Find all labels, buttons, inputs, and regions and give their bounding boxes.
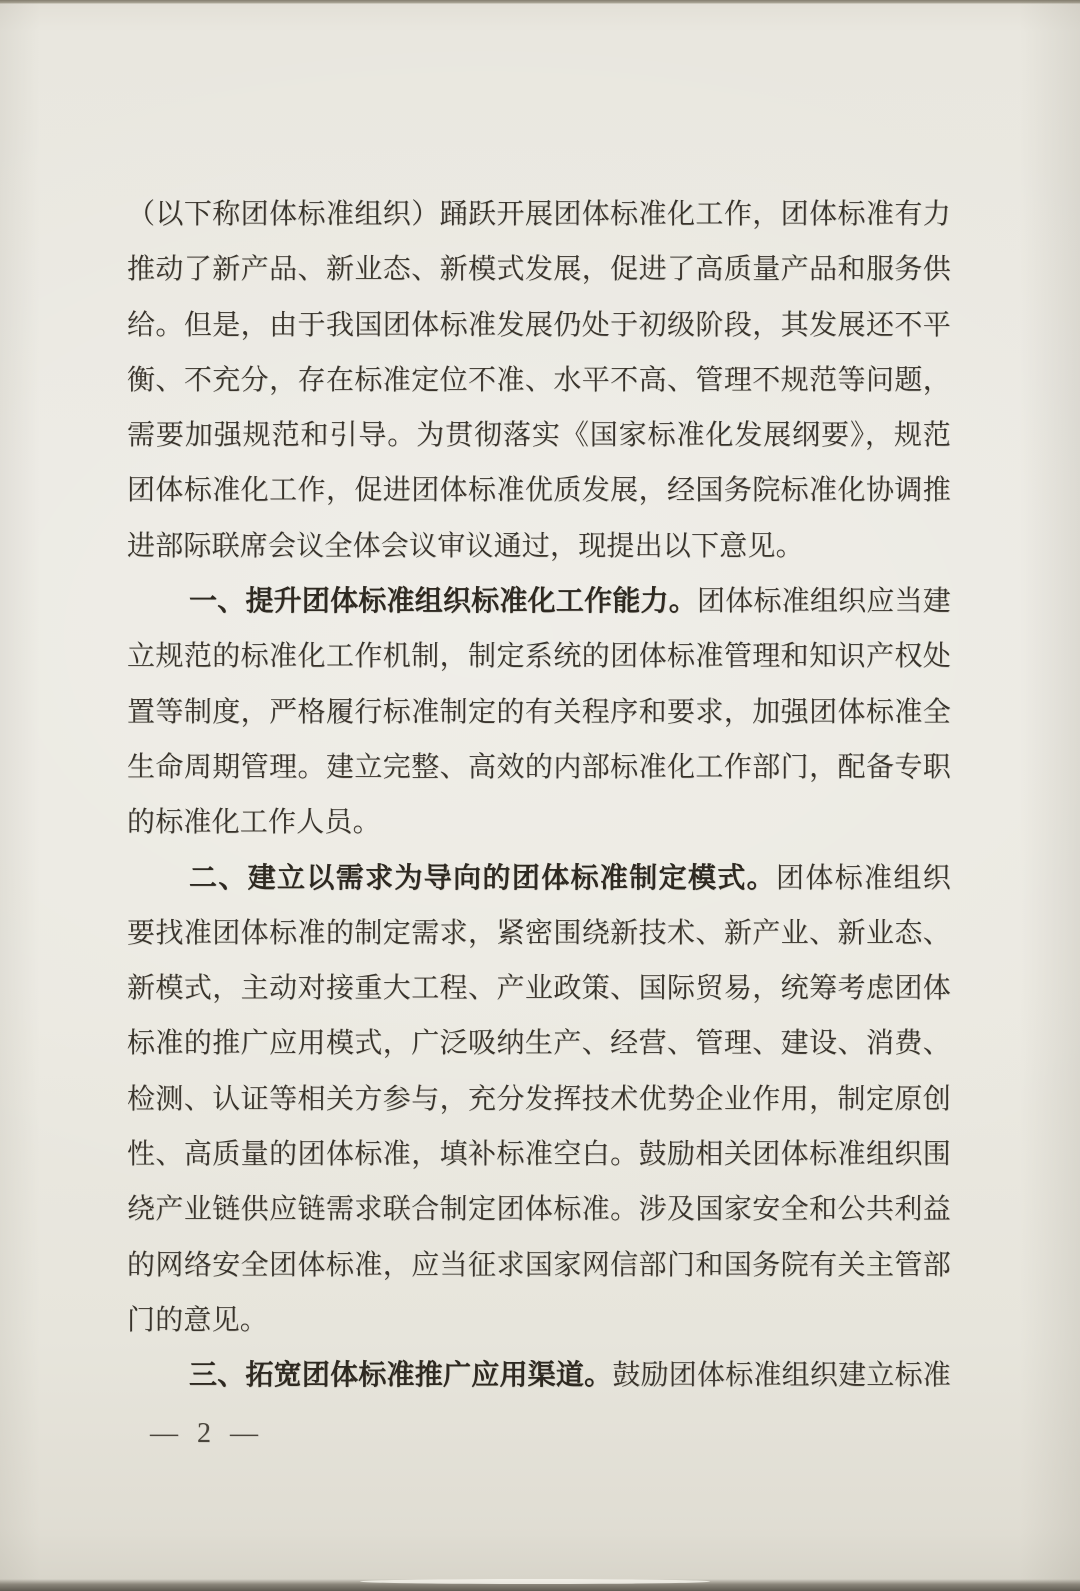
text-run: 的标准化工作人员。 (127, 807, 381, 839)
text-run: 立规范的标准化工作机制，制定系统的团体标准管理和知识产权处 (127, 641, 951, 673)
text-run: 进部际联席会议全体会议审议通过，现提出以下意见。 (127, 530, 804, 562)
text-run: 生命周期管理。建立完整、高效的内部标准化工作部门，配备专职 (127, 751, 951, 783)
text-run: 绕产业链供应链需求联合制定团体标准。涉及国家安全和公共利益 (127, 1194, 951, 1226)
document-body (127, 187, 951, 1404)
text-line (127, 1293, 951, 1348)
text-line (127, 795, 951, 850)
text-line (127, 519, 951, 574)
text-run: 检测、认证等相关方参与，充分发挥技术优势企业作用，制定原创 (127, 1083, 951, 1115)
text-run: （以下称团体标准组织）踊跃开展团体标准化工作，团体标准有力 (127, 199, 951, 230)
text-line (127, 353, 951, 408)
section-heading: 三、拓宽团体标准推广应用渠道。 (189, 1360, 613, 1392)
text-run: 衡、不充分，存在标准定位不准、水平不高、管理不规范等问题， (127, 364, 951, 396)
text-line (127, 187, 951, 242)
text-run: 的网络安全团体标准，应当征求国家网信部门和国务院有关主管部 (127, 1249, 951, 1281)
text-line (127, 1127, 951, 1182)
text-run: 团体标准组织应当建 (697, 586, 951, 618)
text-line (127, 574, 951, 629)
text-run: 新模式，主动对接重大工程、产业政策、国际贸易，统筹考虑团体 (127, 973, 951, 1005)
section-heading: 一、提升团体标准组织标准化工作能力。 (189, 586, 698, 618)
text-line (127, 685, 951, 740)
text-run: 置等制度，严格履行标准制定的有关程序和要求，加强团体标准全 (127, 696, 951, 728)
text-run: 团体标准组织 (776, 862, 951, 894)
text-line (127, 1182, 951, 1237)
scan-shadow-left (0, 0, 40, 1591)
text-line (127, 1016, 951, 1071)
text-line (127, 961, 951, 1016)
text-line (127, 463, 951, 518)
section-heading: 二、建立以需求为导向的团体标准制定模式。 (189, 862, 777, 894)
page-number: — 2 — (150, 1418, 264, 1449)
text-line (127, 851, 951, 906)
text-line (127, 298, 951, 353)
text-run: 门的意见。 (127, 1304, 269, 1336)
text-line (127, 1238, 951, 1293)
text-run: 需要加强规范和引导。为贯彻落实《国家标准化发展纲要》，规范 (127, 420, 951, 452)
text-line (127, 906, 951, 961)
scan-shadow-right (1020, 0, 1080, 1591)
text-run: 团体标准化工作，促进团体标准优质发展，经国务院标准化协调推 (127, 475, 951, 507)
text-run: 标准的推广应用模式，广泛吸纳生产、经营、管理、建设、消费、 (127, 1028, 951, 1060)
text-run: 要找准团体标准的制定需求，紧密围绕新技术、新产业、新业态、 (127, 917, 951, 949)
text-run: 鼓励团体标准组织建立标准 (612, 1360, 951, 1392)
text-line (127, 408, 951, 463)
text-line (127, 740, 951, 795)
text-run: 推动了新产品、新业态、新模式发展，促进了高质量产品和服务供 (127, 254, 951, 286)
text-run: 性、高质量的团体标准，填补标准空白。鼓励相关团体标准组织围 (127, 1139, 951, 1171)
text-line (127, 242, 951, 297)
text-line (127, 629, 951, 684)
text-line (127, 1348, 951, 1403)
scan-edge-top (0, 0, 1080, 4)
text-line (127, 1072, 951, 1127)
text-run: 给。但是，由于我国团体标准发展仍处于初级阶段，其发展还不平 (127, 309, 951, 341)
scan-edge-highlight (360, 1579, 710, 1584)
